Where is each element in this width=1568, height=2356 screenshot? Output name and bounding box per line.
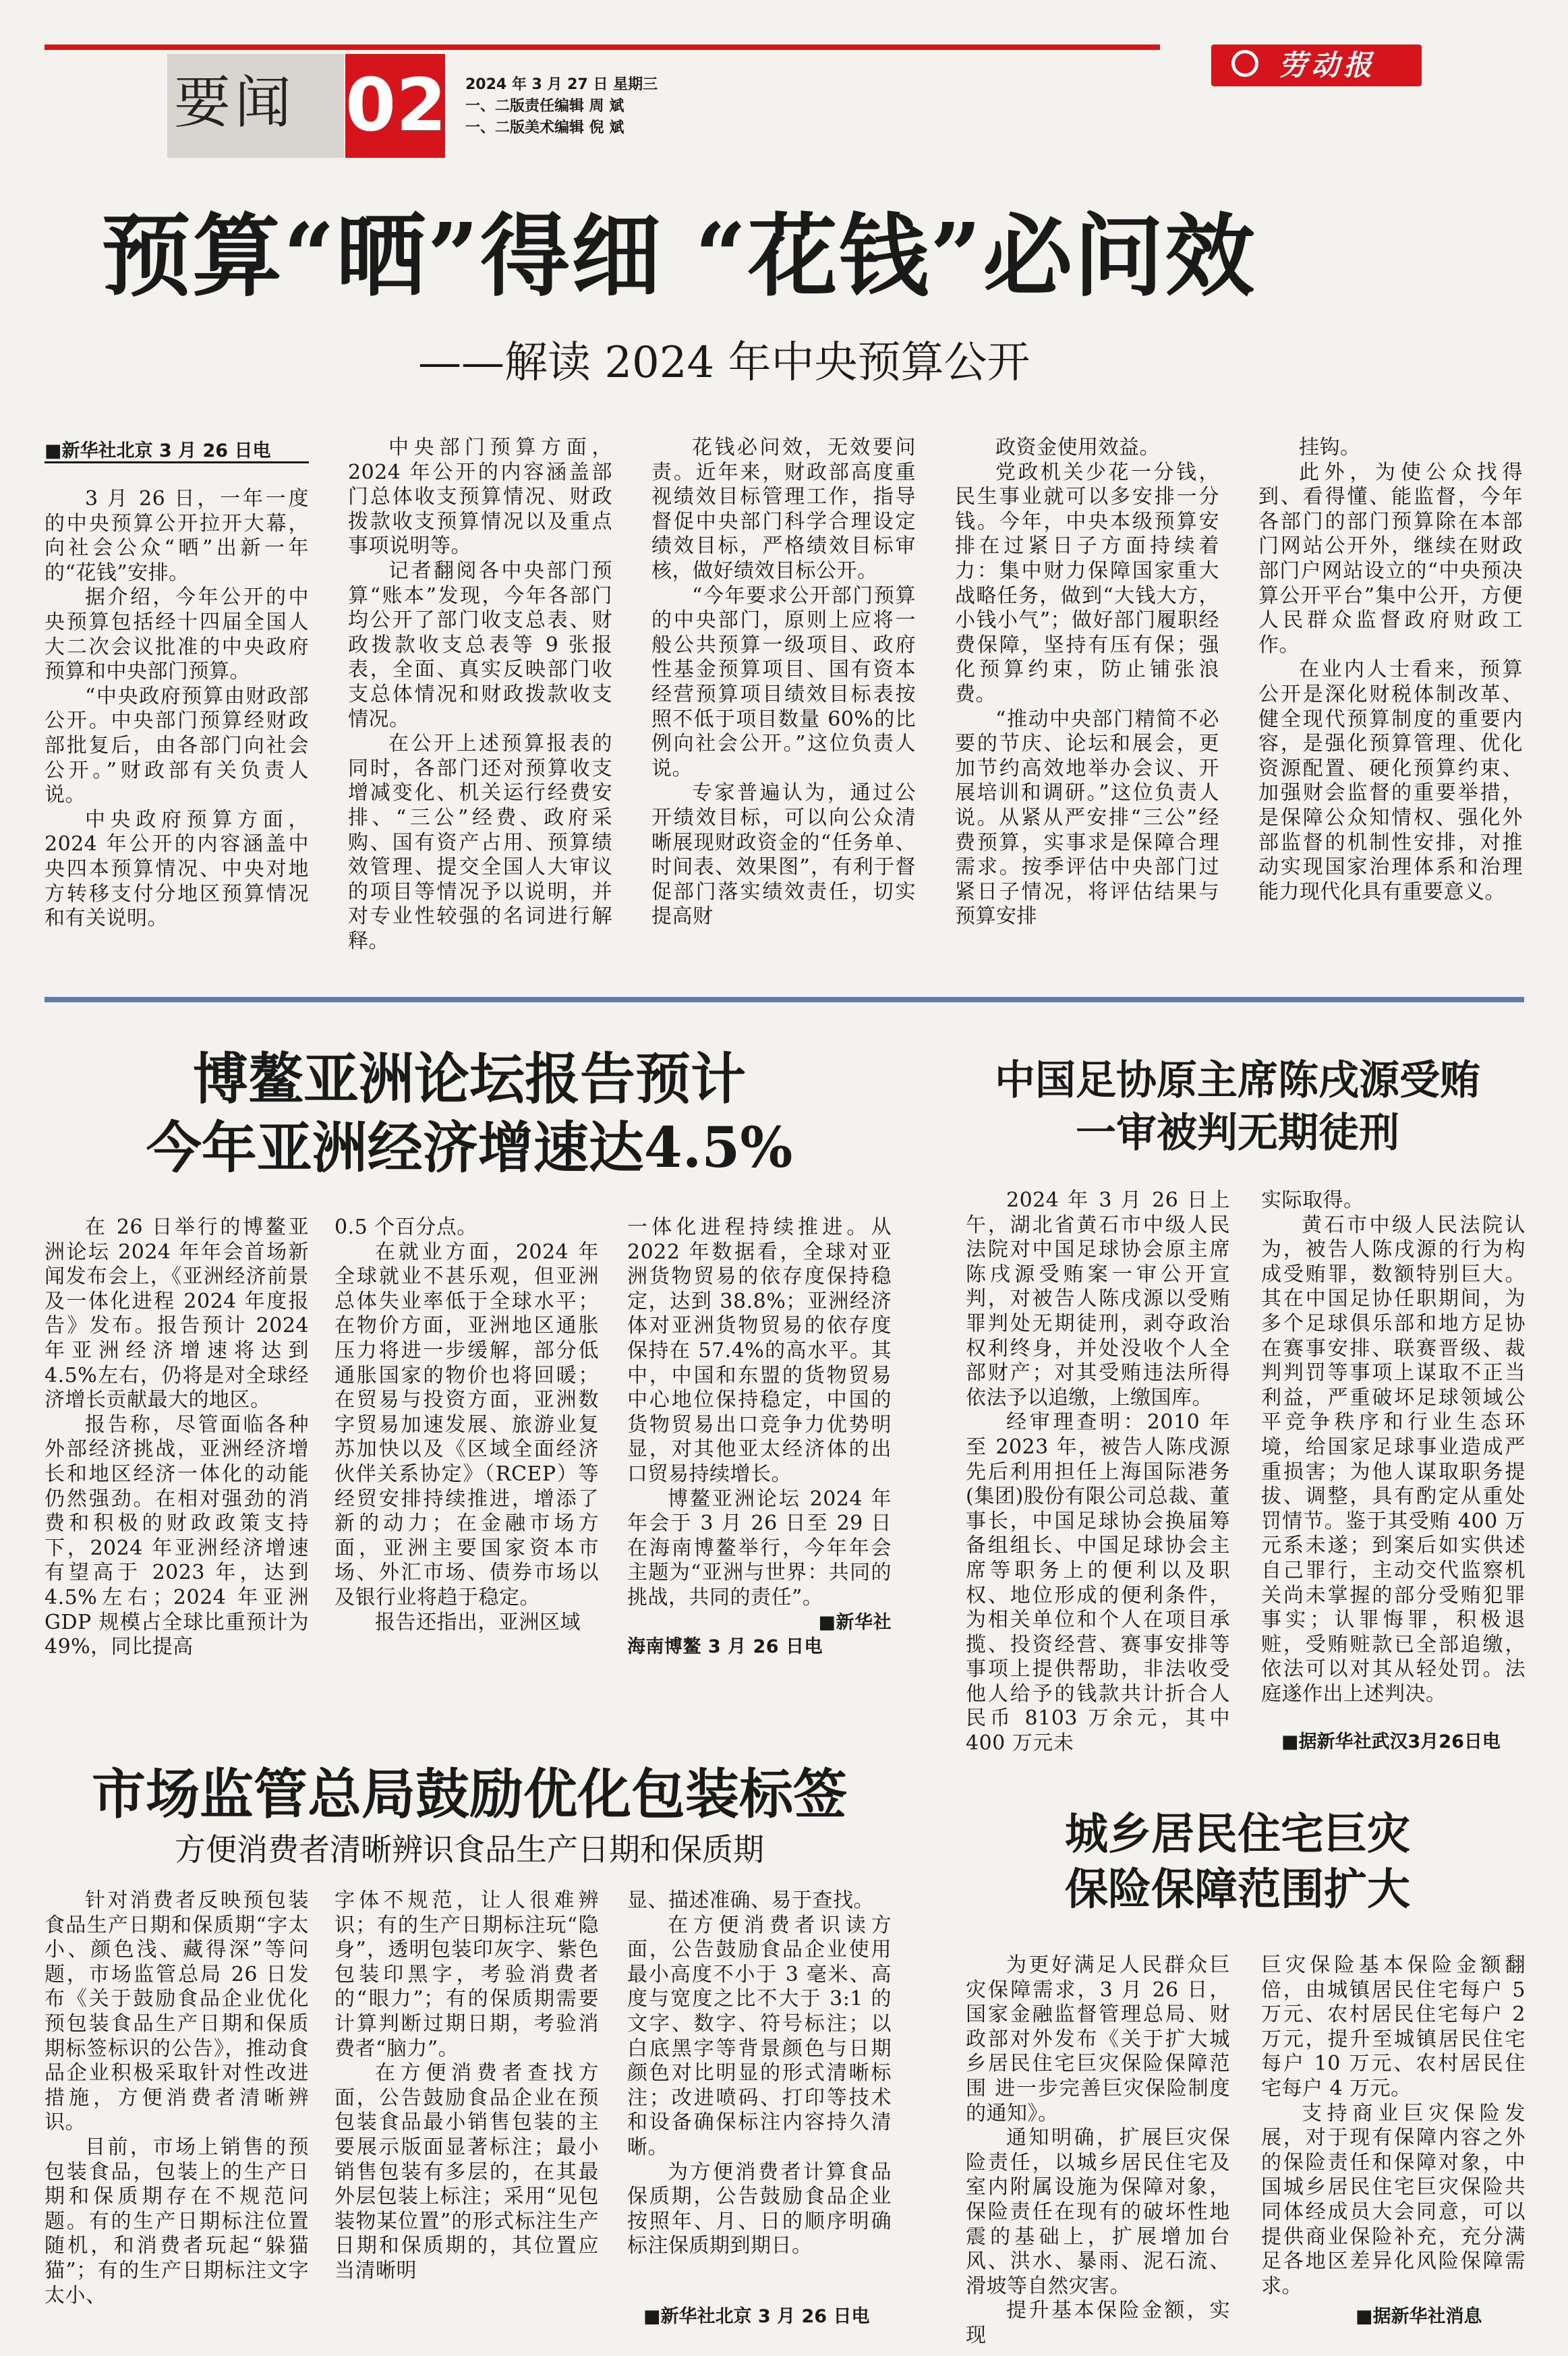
lead-paragraph: 在业内人士看来，预算公开是深化财税体制改革、健全现代预算制度的重要内容，是强化预算管理、优化资源配置、硬化预算约束、加强财会监督的重要举措，是保障公众知情权、强化外部监督的机制性安排，对推动实现国家治理体系和治理能力现代化具有重要意义。 — [1258, 658, 1523, 904]
lead-column-3 — [651, 436, 916, 939]
boao-column-2 — [335, 1215, 599, 1693]
market-paragraph: 为方便消费者计算食品保质期，公告鼓励食品企业按照年、月、日的顺序明确标注保质期到期日。 — [627, 2160, 892, 2258]
insurance-source: ■据新华社消息 — [1356, 2306, 1482, 2327]
lead-column-4 — [955, 436, 1219, 939]
lead-paragraph: 中央政府预算方面，2024 年公开的内容涵盖中央四本预算情况、中央对地方转移支付分地区预算情况和有关说明。 — [45, 807, 309, 931]
header-date: 2024 年 3 月 27 日 星期三 — [465, 76, 658, 93]
lead-paragraph: “推动中央部门精简不必要的节庆、论坛和展会，更加节约高效地举办会议、开展培训和调研。”这位负责人说。从紧从严安排“三公”经费预算，实事求是保障合理需求。按季评估中央部门过紧日子情况，将评估结果与预算安排 — [955, 707, 1219, 929]
page-number: 02 — [345, 63, 447, 148]
lead-dateline-rule — [45, 461, 309, 463]
lead-column-2 — [348, 436, 612, 953]
boao-source-a: ■新华社 — [818, 1611, 892, 1633]
insurance-title-line2: 保险保障范围扩大 — [1065, 1864, 1410, 1915]
lead-paragraph: “今年要求公开部门预算的中央部门，原则上应将一般公共预算一级项目、政府性基金预算项目、国有资本经营预算项目绩效目标表按照不低于项目数量 60%的比例向社会公开。”这位负责人说。 — [651, 583, 916, 780]
header-top-rule — [45, 45, 1160, 50]
football-column-1 — [966, 1188, 1230, 1756]
market-paragraph: 在方便消费者识读方面，公告鼓励食品企业使用最小高度不小于 3 毫米、高度与宽度之比不大于 3:1 的文字、数字、符号标注；以白底黑字等背景颜色与日期颜色对比明显的形式清晰标注；改进喷码、打印等技术和设备确保标注内容持久清晰。 — [627, 1913, 892, 2159]
boao-title-line2: 今年亚洲经济增速达4.5% — [146, 1116, 793, 1180]
boao-source — [627, 1611, 892, 1636]
lead-paragraph: 此外，为使公众找得到、看得懂、能监督，今年各部门的部门预算除在本部门网站公开外，继续在财政部门户网站设立的“中央预决算公开平台”集中公开，方便人民群众监督政府财政工作。 — [1258, 460, 1523, 657]
market-paragraph: 显、描述准确、易于查找。 — [627, 1889, 874, 1912]
market-subtitle: 方便消费者清晰辨识食品生产日期和保质期 — [175, 1831, 764, 1868]
lead-paragraph: 中央部门预算方面，2024 年公开的内容涵盖部门总体收支预算情况、财政拨款收支预算情况以及重点事项说明等。 — [348, 436, 612, 558]
section-label: 要闻 — [174, 69, 296, 136]
boao-paragraph: 博鳌亚洲论坛 2024 年年会于 3 月 26 日至 29 日在海南博鳌举行，今年年会主题为“亚洲与世界：共同的挑战，共同的责任”。 — [627, 1487, 892, 1609]
masthead-badge — [1211, 45, 1422, 86]
masthead-logo-icon — [1231, 50, 1258, 77]
insurance-column-2 — [1261, 1953, 1526, 2298]
insurance-column-1 — [966, 1953, 1230, 2347]
boao-title-line1: 博鳌亚洲论坛报告预计 — [192, 1047, 746, 1112]
football-paragraph: 黄石市中级人民法院认为，被告人陈戌源的行为构成受贿罪，数额特别巨大。其在中国足协任职期间，为多个足球俱乐部和地方足协在赛事安排、联赛晋级、裁判判罚等事项上谋取不正当利益，严重破坏足球领域公平竞争秩序和行业生态环境，给国家足球事业造成严重损害；为他人谋取职务提拔、调整，具有酌定从重处罚情节。鉴于其受贿 400 万元系未遂；到案后如实供述自己罪行，主动交代监察机关尚未掌握的部分受贿犯罪事实；认罪悔罪，积极退赃，受贿赃款已全部追缴，依法可以对其从轻处罚。法庭遂作出上述判决。 — [1261, 1213, 1526, 1706]
boao-paragraph: 报告称，尽管面临各种外部经济挑战，亚洲经济增长和地区经济一体化的动能仍然强劲。在相对强劲的消费和积极的财政政策支持下，2024 年亚洲经济增速有望高于 2023 年，达到 4.5%左右；2024 年亚洲 GDP 规模占全球比重预计为 49%，同比提高 — [45, 1412, 309, 1659]
lead-subtitle: ——解读 2024 年中央预算公开 — [418, 338, 1030, 388]
boao-column-3 — [627, 1215, 892, 1693]
market-title: 市场监管总局鼓励优化包装标签 — [92, 1762, 847, 1826]
lead-paragraph: “中央政府预算由财政部公开。中央部门预算经财政部批复后，由各部门向社会公开。”财政部有关负责人说。 — [45, 684, 309, 807]
lead-paragraph: 党政机关少花一分钱，民生事业就可以多安排一分钱。今年，中央本级预算安排在过紧日子方面持续着力：集中财力保障国家重大战略任务，做到“大钱大方，小钱小气”；做好部门履职经费保障，坚持有压有保；强化预算约束，防止铺张浪费。 — [955, 460, 1219, 706]
insurance-paragraph: 支持商业巨灾保险发展，对于现有保障内容之外的保险责任和保障对象，中国城乡居民住宅巨灾保险共同体经成员大会同意，可以提供商业保险补充，充分满足各地区差异化风险保障需求。 — [1261, 2101, 1526, 2298]
lead-dateline: ■新华社北京 3 月 26 日电 — [45, 440, 271, 461]
lead-paragraph: 记者翻阅各中央部门预算“账本”发现，今年各部门均公开了部门收支总表、财政拨款收支总表等 9 张报表，全面、真实反映部门收支总体情况和财政拨款收支情况。 — [348, 558, 612, 731]
market-column-2 — [335, 1889, 599, 2334]
boao-paragraph: 在就业方面，2024 年全球就业不甚乐观，但亚洲总体失业率低于全球水平；在物价方面，亚洲地区通胀压力将进一步缓解，部分低通胀国家的物价也将回暖；在贸易与投资方面，亚洲数字贸易加速发展、旅游业复苏加快以及《区域全面经济伙伴关系协定》（RCEP）等经贸安排持续推进，增添了新的动力；在金融市场方面，亚洲主要国家资本市场、外汇市场、债券市场以及银行业将趋于稳定。 — [335, 1240, 599, 1609]
boao-paragraph: 一体化进程持续推进。从 2022 年数据看，全球对亚洲货物贸易的依存度保持稳定，达到 38.8%；亚洲经济体对亚洲货物贸易的依存度保持在 57.4%的高水平。其中，中国和东盟的货物贸易中心地位保持稳定，中国的货物贸易出口竞争力优势明显，对其他亚太经济体的出口贸易持续增长。 — [627, 1215, 892, 1486]
market-paragraph: 字体不规范，让人很难辨识；有的生产日期标注玩“隐身”，透明包装印灰字、紫色包装印黑字，考验消费者的“眼力”；有的保质期需要计算判断过期日期，考验消费者“脑力”。 — [335, 1889, 599, 2061]
lead-paragraph: 在公开上述预算报表的同时，各部门还对预算收支增减变化、机关运行经费安排、“三公”经费、政府采购、国有资产占用、预算绩效管理、提交全国人大审议的项目等情况予以说明，并对专业性较强的名词进行解释。 — [348, 732, 612, 953]
insurance-paragraph: 通知明确，扩展巨灾保险责任，以城乡居民住宅及室内附属设施为保障对象，保险责任在现有的破坏性地震的基础上，扩展增加台风、洪水、暴雨、泥石流、滑坡等自然灾害。 — [966, 2126, 1230, 2298]
football-title-line2: 一审被判无期徒刑 — [1076, 1110, 1399, 1157]
football-paragraph: 实际取得。 — [1261, 1188, 1364, 1212]
lead-column-1 — [45, 487, 309, 939]
boao-paragraph: 0.5 个百分点。 — [335, 1215, 477, 1239]
boao-column-1 — [45, 1215, 309, 1693]
insurance-paragraph: 巨灾保险基本保险金额翻倍，由城镇居民住宅每户 5 万元、农村居民住宅每户 2 万元，提升至城镇居民住宅每户 10 万元、农村居民住宅每户 4 万元。 — [1261, 1953, 1526, 2100]
market-column-1 — [45, 1889, 309, 2334]
lead-paragraph: 3 月 26 日，一年一度的中央预算公开拉开大幕，向社会公众“晒”出新一年的“花钱”安排。 — [45, 487, 309, 585]
insurance-title-line1: 城乡居民住宅巨灾 — [1065, 1809, 1410, 1860]
insurance-paragraph: 为更好满足人民群众巨灾保障需求，3 月 26 日，国家金融监督管理总局、财政部对外发布《关于扩大城乡居民住宅巨灾保险保障范围 进一步完善巨灾保险制度的通知》。 — [966, 1953, 1230, 2125]
lead-paragraph: 挂钩。 — [1299, 436, 1361, 459]
masthead-name: 劳动报 — [1279, 49, 1376, 82]
market-source: ■新华社北京 3 月 26 日电 — [643, 2306, 870, 2327]
lead-paragraph: 花钱必问效，无效要问责。近年来，财政部高度重视绩效目标管理工作，指导督促中央部门科学合理设定绩效目标，严格绩效目标审核，做好绩效目标公开。 — [651, 436, 916, 583]
lead-paragraph: 政资金使用效益。 — [995, 436, 1160, 459]
football-source: ■据新华社武汉3月26日电 — [1281, 1731, 1501, 1752]
market-paragraph: 目前，市场上销售的预包装食品，包装上的生产日期和保质期存在不规范问题。有的生产日期标注位置随机，和消费者玩起“躲猫猫”；有的生产日期标注文字太小、 — [45, 2135, 309, 2307]
header-editor: 一、二版责任编辑 周 斌 — [465, 98, 625, 115]
football-paragraph: 经审理查明：2010 年至 2023 年，被告人陈戌源先后利用担任上海国际港务(集团)股份有限公司总裁、董事长，中国足球协会换届筹备组组长、中国足球协会主席等职务上的便利以及职权、地位形成的便利条件，为相关单位和个人在项目承揽、投资经营、赛事安排等事项上提供帮助，非法收受他人给予的钱款共计折合人民币 8103 万余元，其中 400 万元未 — [966, 1410, 1230, 1756]
lead-paragraph: 据介绍，今年公开的中央预算包括经十四届全国人大二次会议批准的中央政府预算和中央部门预算。 — [45, 585, 309, 684]
lead-column-5 — [1258, 436, 1523, 939]
header-art-editor: 一、二版美术编辑 倪 斌 — [465, 119, 625, 136]
boao-source-b: 海南博鳌 3 月 26 日电 — [627, 1636, 823, 1658]
insurance-paragraph: 提升基本保险金额，实现 — [966, 2299, 1230, 2347]
football-title-line1: 中国足协原主席陈戌源受贿 — [995, 1057, 1480, 1104]
market-paragraph: 针对消费者反映预包装食品生产日期和保质期“字太小、颜色浅、藏得深”等问题，市场监管总局 26 日发布《关于鼓励食品企业优化预包装食品生产日期和保质期标签标识的公告》，推动食品企业积极采取针对性改进措施，方便消费者清晰辨识。 — [45, 1889, 309, 2135]
boao-paragraph: 在 26 日举行的博鳌亚洲论坛 2024 年年会首场新闻发布会上，《亚洲经济前景及一体化进程 2024 年度报告》发布。报告预计 2024 年亚洲经济增速将达到 4.5%左右，仍将是对全球经济增长贡献最大的地区。 — [45, 1215, 309, 1412]
boao-paragraph: 报告还指出，亚洲区域 — [375, 1610, 581, 1634]
section-divider — [45, 997, 1524, 1002]
market-column-3 — [627, 1889, 892, 2300]
market-paragraph: 在方便消费者查找方面，公告鼓励食品企业在预包装食品最小销售包装的主要展示版面显著标注；最小销售包装有多层的，在其最外层包装上标注；采用“见包装物某位置”的形式标注生产日期和保质期的，其位置应当清晰明 — [335, 2061, 599, 2282]
lead-title: 预算“晒”得细 “花钱”必问效 — [101, 204, 1256, 309]
football-paragraph: 2024 年 3 月 26 日上午，湖北省黄石市中级人民法院对中国足球协会原主席陈戌源受贿案一审公开宣判，对被告人陈戌源以受贿罪判处无期徒刑，剥夺政治权利终身，并处没收个人全部财产；对其受贿违法所得依法予以追缴，上缴国库。 — [966, 1188, 1230, 1410]
football-column-2 — [1261, 1188, 1526, 1728]
lead-paragraph: 专家普遍认为，通过公开绩效目标，可以向公众清晰展现财政资金的“任务单、时间表、效果图”，有利于督促部门落实绩效责任，切实提高财 — [651, 781, 916, 929]
